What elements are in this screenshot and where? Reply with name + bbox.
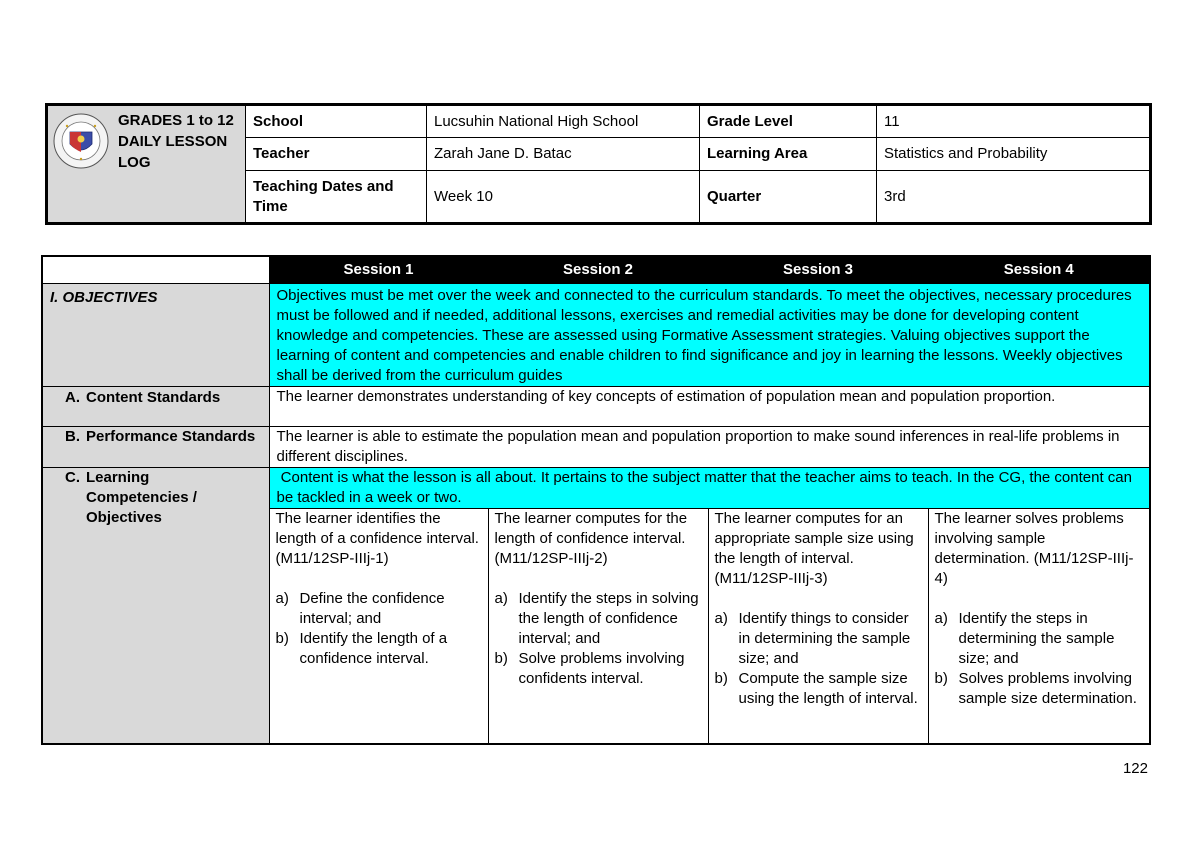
learning-area-value: Statistics and Probability [877,138,1151,171]
school-label: School [246,105,427,138]
performance-standards-label: Performance Standards [86,428,256,445]
page-number: 122 [1122,760,1148,777]
list-item: a) Identify the steps in determining the sample size; and [934,610,1115,667]
lesson-log-header [45,103,1152,225]
competencies-note: Content is what the lesson is all about. It pertains to the subject matter that the teacher aims to teach. In the CG, the content can be tackled in a week or two. [269,468,1150,509]
content-standards-label: Content Standards [86,389,221,406]
teacher-label: Teacher [246,138,427,171]
session-2-header: Session 2 [488,256,708,284]
session-3-header: Session 3 [708,256,928,284]
session-1-competency: The learner identifies the length of a confidence interval. (M11/12SP-IIIj-1) a) Define the confidence interval; and b) Identify the length of a confidence interval. [269,509,488,744]
teaching-dates-value: Week 10 [427,171,700,224]
competencies-note-row [42,468,1150,509]
list-item: b) Solve problems involving confidents interval. [494,650,685,687]
session-2-competency: The learner computes for the length of confidence interval. (M11/12SP-IIIj-2) a) Identify the steps in solving the length of confidence interval; and b) Solve problems involving confidents interval. [488,509,708,744]
quarter-value: 3rd [877,171,1151,224]
content-standards-letter: A. [65,389,80,406]
list-item: a) Identify things to consider in determining the sample size; and [714,610,911,667]
list-item: b) Compute the sample size using the length of interval. [714,670,918,707]
session-4-competency: The learner solves problems involving sample determination. (M11/12SP-IIIj-4) a) Identify the steps in determining the sample size; and b) Solves problems involving sample size determination. [928,509,1150,744]
quarter-label: Quarter [700,171,877,224]
header-logo-cell [47,105,246,224]
list-item: a) Define the confidence interval; and [275,590,445,627]
teaching-dates-label: Teaching Dates and Time [246,171,427,224]
learning-area-label: Learning Area [700,138,877,171]
session-1-header: Session 1 [269,256,488,284]
teacher-value: Zarah Jane D. Batac [427,138,700,171]
competencies-label: Learning Competencies / Objectives [86,469,197,526]
session-3-competency: The learner computes for an appropriate sample size using the length of interval. (M11/12SP-IIIj-3) a) Identify things to consider in determining the sample size; and b) Compute the sample size using the length of interval. [708,509,928,744]
objectives-table [41,255,1151,745]
objectives-row [42,284,1150,387]
list-item: a) Identify the steps in solving the length of confidence interval; and [494,590,699,647]
content-standards-text: The learner demonstrates understanding of key concepts of estimation of population mean and population proportion. [269,387,1150,427]
objectives-label: I. OBJECTIVES [50,289,158,306]
objectives-text: Objectives must be met over the week and connected to the curriculum standards. To meet the objectives, necessary procedures must be followed and if needed, additional lessons, exercises and remedial activities may be done for developing content knowledge and competencies. These are assessed using Formative Assessment strategies. Valuing objectives support the learning of content and competencies and enable children to find significance and joy in learning the lessons. Weekly objectives shall be derived from the curriculum guides [269,284,1150,387]
grade-level-value: 11 [877,105,1151,138]
session-4-header: Session 4 [928,256,1150,284]
school-value: Lucsuhin National High School [427,105,700,138]
grade-level-label: Grade Level [700,105,877,138]
performance-standards-letter: B. [65,428,80,445]
performance-standards-text: The learner is able to estimate the population mean and population proportion to make sound inferences in real-life problems in different disciplines. [269,427,1150,468]
lesson-log-title: GRADES 1 to 12 DAILY LESSON LOG [118,112,234,171]
content-standards-row [42,387,1150,427]
list-item: b) Solves problems involving sample size determination. [934,670,1137,707]
competencies-letter: C. [65,469,80,486]
performance-standards-row [42,427,1150,468]
list-item: b) Identify the length of a confidence interval. [275,630,448,667]
session-header-row [42,256,1150,284]
deped-seal-icon [52,112,110,170]
